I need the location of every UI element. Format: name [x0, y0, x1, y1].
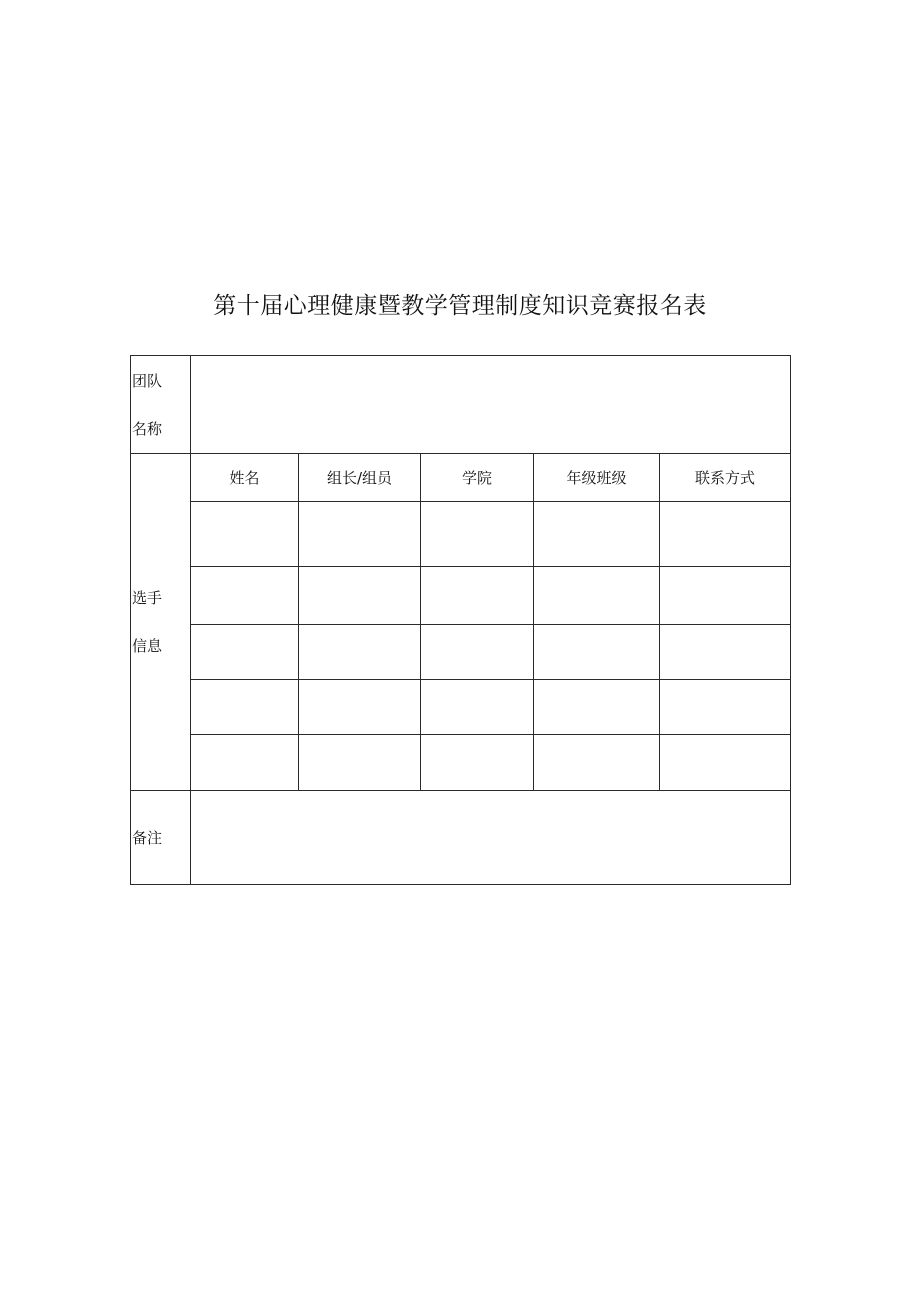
player-college-cell[interactable]	[421, 735, 534, 791]
player-role-cell[interactable]	[299, 502, 421, 567]
player-role-cell[interactable]	[299, 625, 421, 680]
column-header-contact: 联系方式	[660, 454, 791, 502]
player-info-label-line1: 选手	[132, 589, 163, 607]
player-contact-cell[interactable]	[660, 680, 791, 735]
player-college-cell[interactable]	[421, 502, 534, 567]
player-name-cell[interactable]	[191, 567, 299, 625]
team-name-label	[131, 356, 191, 454]
team-name-row	[131, 356, 791, 454]
player-contact-cell[interactable]	[660, 735, 791, 791]
player-info-label-line2: 信息	[132, 637, 163, 655]
player-grade-class-cell[interactable]	[534, 567, 660, 625]
player-name-cell[interactable]	[191, 625, 299, 680]
player-role-cell[interactable]	[299, 567, 421, 625]
player-grade-class-cell[interactable]	[534, 625, 660, 680]
player-row	[131, 502, 791, 567]
player-role-cell[interactable]	[299, 735, 421, 791]
team-name-label-line1: 团队	[132, 371, 163, 390]
player-name-cell[interactable]	[191, 502, 299, 567]
player-row	[131, 625, 791, 680]
player-contact-cell[interactable]	[660, 502, 791, 567]
player-grade-class-cell[interactable]	[534, 735, 660, 791]
player-name-cell[interactable]	[191, 735, 299, 791]
player-contact-cell[interactable]	[660, 625, 791, 680]
player-row	[131, 567, 791, 625]
column-header-role: 组长/组员	[299, 454, 421, 502]
remarks-label: 备注	[131, 791, 191, 885]
player-role-cell[interactable]	[299, 680, 421, 735]
team-name-label-line2: 名称	[132, 419, 163, 438]
player-college-cell[interactable]	[421, 680, 534, 735]
player-header-row	[131, 454, 791, 502]
column-header-grade-class: 年级班级	[534, 454, 660, 502]
player-info-label	[131, 454, 191, 791]
player-name-cell[interactable]	[191, 680, 299, 735]
player-grade-class-cell[interactable]	[534, 502, 660, 567]
team-name-field[interactable]	[191, 356, 791, 454]
registration-form-table	[130, 355, 791, 885]
player-college-cell[interactable]	[421, 625, 534, 680]
remarks-field[interactable]	[191, 791, 791, 885]
player-college-cell[interactable]	[421, 567, 534, 625]
player-row	[131, 735, 791, 791]
column-header-name: 姓名	[191, 454, 299, 502]
player-contact-cell[interactable]	[660, 567, 791, 625]
column-header-college: 学院	[421, 454, 534, 502]
player-row	[131, 680, 791, 735]
remarks-row	[131, 791, 791, 885]
form-title: 第十届心理健康暨教学管理制度知识竞赛报名表	[213, 293, 707, 319]
player-grade-class-cell[interactable]	[534, 680, 660, 735]
